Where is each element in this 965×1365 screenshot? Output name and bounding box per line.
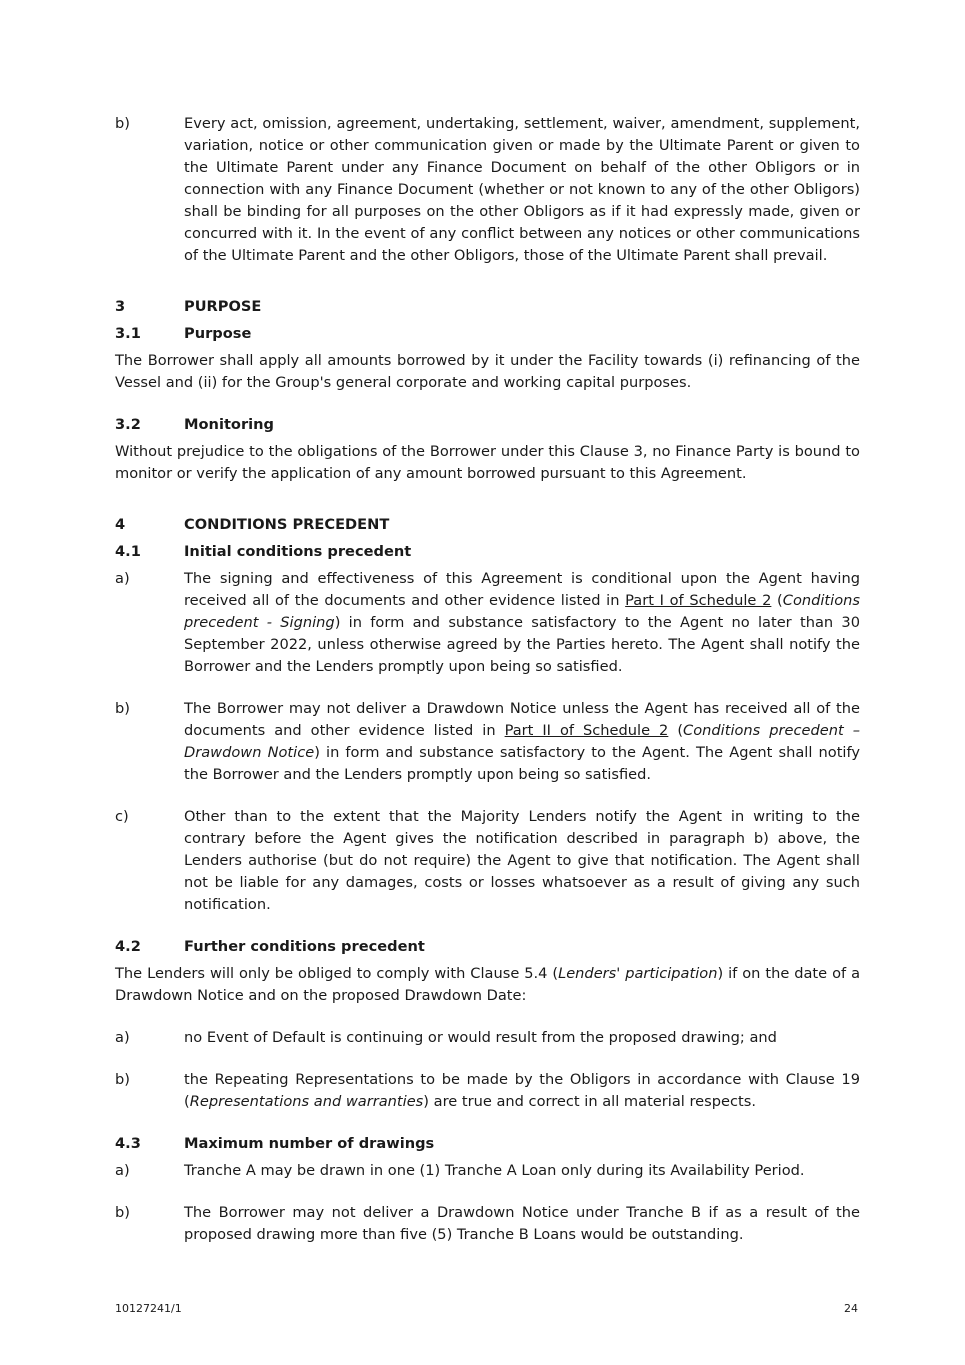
clause-4-1-item-b bbox=[115, 698, 860, 786]
page-number: 24 bbox=[844, 1302, 858, 1315]
clause-4-3-heading bbox=[115, 1133, 860, 1155]
clause-4-3-item-a bbox=[115, 1160, 860, 1182]
document-reference: 10127241/1 bbox=[115, 1302, 182, 1315]
clause-4-2-item-a bbox=[115, 1027, 860, 1049]
subclause-title: Monitoring bbox=[184, 416, 274, 433]
item-text: the Repeating Representations to be made by the Obligors in accordance with Clause 19 (Representations and warranties) are true and correct in all material respects. bbox=[184, 1071, 860, 1110]
clause-title: CONDITIONS PRECEDENT bbox=[184, 516, 390, 533]
subclause-title: Purpose bbox=[184, 325, 252, 342]
clause-2-item-b bbox=[115, 113, 860, 267]
clause-3-2-heading bbox=[115, 414, 860, 436]
item-text: The Borrower may not deliver a Drawdown Notice under Tranche B if as a result of the proposed drawing more than five (5) Tranche B Loans would be outstanding. bbox=[184, 1204, 860, 1243]
item-label: a) bbox=[115, 570, 130, 587]
subclause-number: 4.2 bbox=[115, 938, 141, 955]
subclause-title: Initial conditions precedent bbox=[184, 543, 412, 560]
clause-4-3-item-b bbox=[115, 1202, 860, 1246]
item-label: c) bbox=[115, 808, 129, 825]
clause-4-2-intro: The Lenders will only be obliged to comply with Clause 5.4 (Lenders' participation) if on the date of a Drawdown Notice and on the proposed Drawdown Date: bbox=[115, 965, 861, 1004]
clause-4-1-item-c bbox=[115, 806, 860, 916]
clause-title: PURPOSE bbox=[184, 298, 262, 315]
clause-4-heading bbox=[115, 514, 860, 536]
clause-4-1-item-a bbox=[115, 568, 860, 678]
item-text: Tranche A may be drawn in one (1) Tranche A Loan only during its Availability Period. bbox=[184, 1162, 805, 1179]
item-text: Other than to the extent that the Majority Lenders notify the Agent in writing to the contrary before the Agent gives the notification described in paragraph b) above, the Lenders authorise (but do not require) the Agent to give that notification. The Agent shall not be liable for any damages, costs or losses whatsoever as a result of giving any such notification. bbox=[184, 808, 860, 913]
clause-4-2-heading bbox=[115, 936, 860, 958]
clause-number: 4 bbox=[115, 516, 126, 533]
document-page bbox=[115, 113, 860, 1246]
clause-3-1-text: The Borrower shall apply all amounts borrowed by it under the Facility towards (i) refinancing of the Vessel and (ii) for the Group's general corporate and working capital purposes. bbox=[115, 352, 860, 391]
schedule-2-part-1-reference: Part I of Schedule 2 bbox=[625, 592, 772, 609]
item-label: b) bbox=[115, 700, 130, 717]
clause-3-2-text: Without prejudice to the obligations of the Borrower under this Clause 3, no Finance Party is bound to monitor or verify the application of any amount borrowed pursuant to this Agreement. bbox=[115, 443, 860, 482]
clause-3-heading bbox=[115, 296, 860, 318]
clause-3-1-heading bbox=[115, 323, 860, 345]
clause-4-1-heading bbox=[115, 541, 860, 563]
item-text: no Event of Default is continuing or would result from the proposed drawing; and bbox=[184, 1029, 777, 1046]
item-label: b) bbox=[115, 1071, 130, 1088]
item-label: b) bbox=[115, 1204, 130, 1221]
subclause-number: 4.3 bbox=[115, 1135, 141, 1152]
subclause-title: Further conditions precedent bbox=[184, 938, 425, 955]
subclause-number: 4.1 bbox=[115, 543, 141, 560]
subclause-title: Maximum number of drawings bbox=[184, 1135, 435, 1152]
item-label: b) bbox=[115, 115, 130, 132]
schedule-2-part-2-reference: Part II of Schedule 2 bbox=[504, 722, 669, 739]
item-text: Every act, omission, agreement, undertaking, settlement, waiver, amendment, supplement, variation, notice or other communication given or made by the Ultimate Parent or given to the Ultimate Parent under any Finance Document on behalf of the other Obligors or in connection with any Finance Document (whether or not known to any of the other Obligors) shall be binding for all purposes on the other Obligors as if it had expressly made, given or concurred with it. In the event of any conflict between any notices or other communications of the Ultimate Parent and the other Obligors, those of the Ultimate Parent shall prevail. bbox=[184, 115, 860, 264]
item-text: The signing and effectiveness of this Agreement is conditional upon the Agent having received all of the documents and other evidence listed in Part I of Schedule 2 (Conditions precedent - Signing) in form and substance satisfactory to the Agent no later than 30 September 2022, unless otherwise agreed by the Parties hereto. The Agent shall notify the Borrower and the Lenders promptly upon being so satisfied. bbox=[184, 570, 860, 675]
item-label: a) bbox=[115, 1162, 130, 1179]
clause-4-2-item-b bbox=[115, 1069, 860, 1113]
item-text: The Borrower may not deliver a Drawdown Notice unless the Agent has received all of the documents and other evidence listed in Part II of Schedule 2 (Conditions precedent – Drawdown Notice) in form and substance satisfactory to the Agent. The Agent shall notify the Borrower and the Lenders promptly upon being so satisfied. bbox=[184, 700, 860, 783]
clause-number: 3 bbox=[115, 298, 126, 315]
subclause-number: 3.1 bbox=[115, 325, 141, 342]
item-label: a) bbox=[115, 1029, 130, 1046]
subclause-number: 3.2 bbox=[115, 416, 141, 433]
